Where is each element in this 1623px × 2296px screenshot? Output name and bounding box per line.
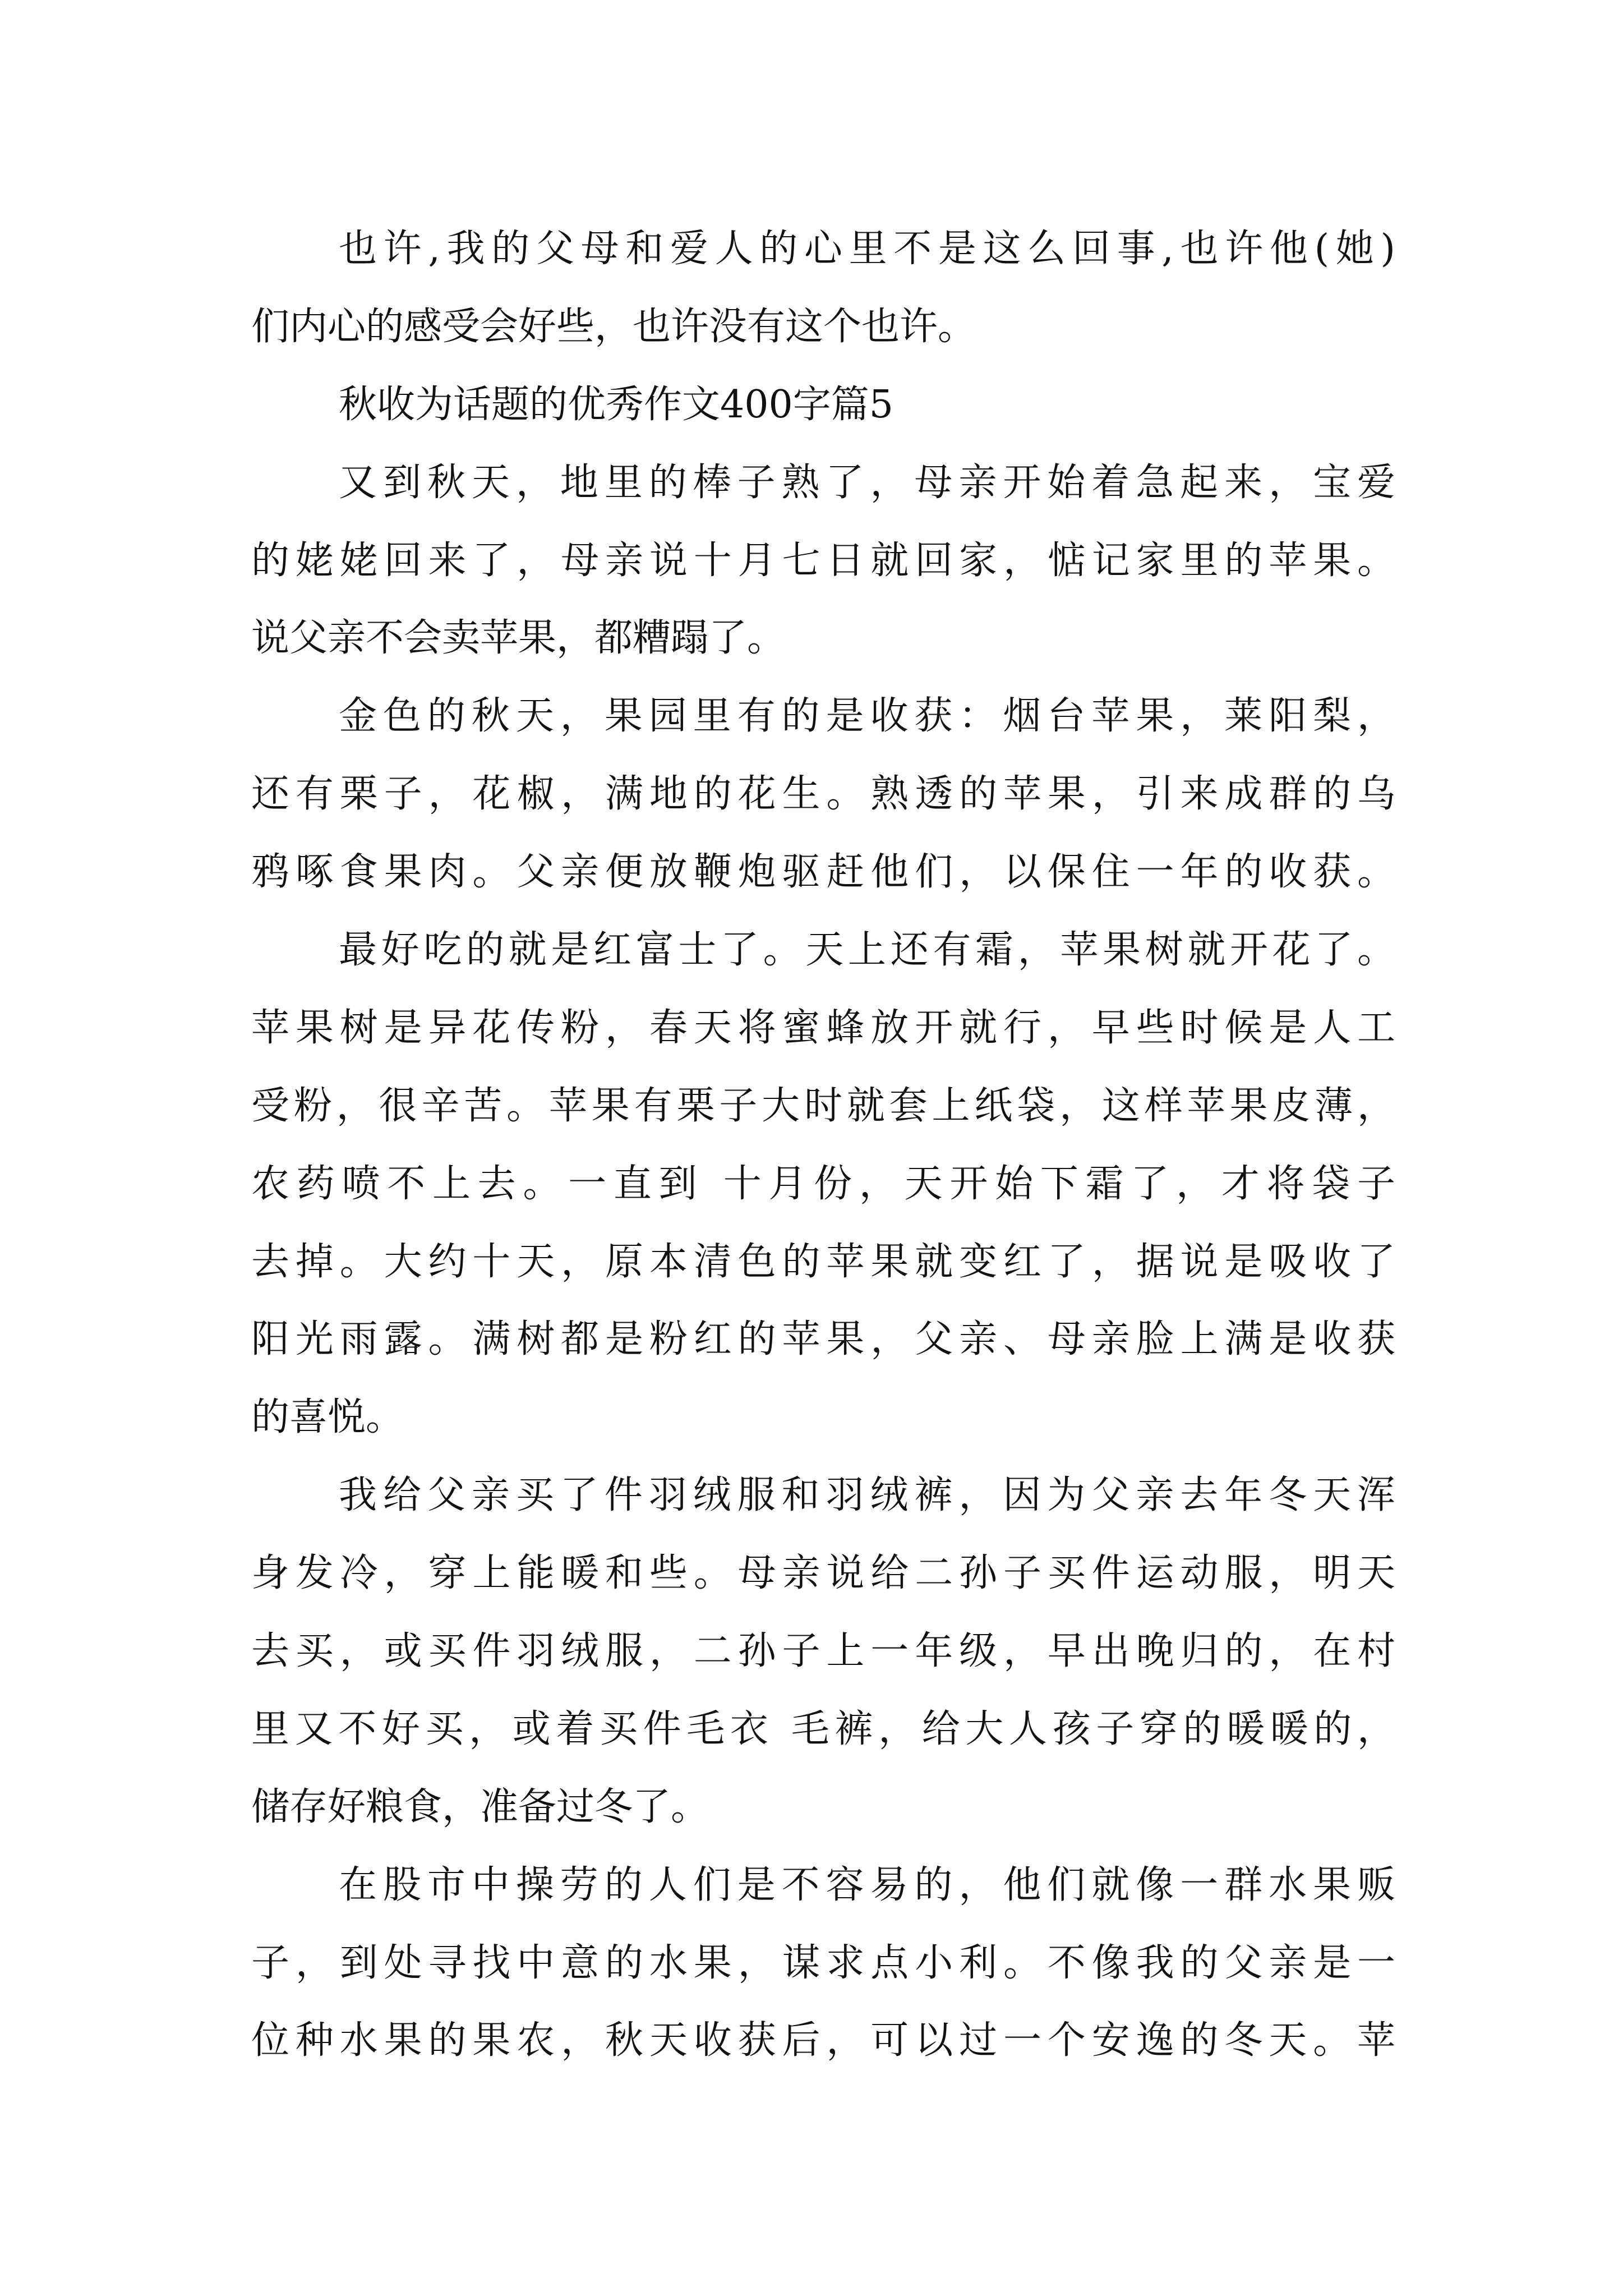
text-line: 苹果树是异花传粉，春天将蜜蜂放开就行，早些时候是人工 <box>251 1005 1395 1050</box>
text-line: 的姥姥回来了，母亲说十月七日就回家，惦记家里的苹果。 <box>251 538 1395 583</box>
text-line: 我给父亲买了件羽绒服和羽绒裤，因为父亲去年冬天浑 <box>339 1473 1395 1518</box>
text-line: 又到秋天，地里的棒子熟了，母亲开始着急起来，宝爱 <box>339 460 1395 505</box>
document-body <box>251 210 1395 2080</box>
text-line: 农药喷不上去。一直到 十月份，天开始下霜了，才将袋子 <box>251 1161 1395 1206</box>
text-line: 去买，或买件羽绒服，二孙子上一年级，早出晚归的，在村 <box>251 1629 1395 1674</box>
text-line: 也许,我的父母和爱人的心里不是这么回事,也许他(她) <box>339 227 1395 271</box>
text-line: 金色的秋天，果园里有的是收获：烟台苹果，莱阳梨， <box>339 694 1395 739</box>
text-line: 在股市中操劳的人们是不容易的，他们就像一群水果贩 <box>339 1862 1395 1907</box>
text-line: 说父亲不会卖苹果，都糟蹋了。 <box>251 616 786 661</box>
text-line: 的喜悦。 <box>251 1395 404 1440</box>
section-heading <box>251 366 1395 444</box>
paragraph <box>251 678 1395 912</box>
paragraph <box>251 210 1395 366</box>
paragraph <box>251 1847 1395 2081</box>
text-line: 最好吃的就是红富士了。天上还有霜，苹果树就开花了。 <box>339 928 1395 973</box>
text-line: 去掉。大约十天，原本清色的苹果就变红了，据说是吸收了 <box>251 1239 1395 1284</box>
text-line: 里又不好买，或着买件毛衣 毛裤，给大人孩子穿的暖暖的， <box>251 1706 1395 1751</box>
text-line: 秋收为话题的优秀作文400字篇5 <box>339 382 894 427</box>
text-line: 们内心的感受会好些，也许没有这个也许。 <box>251 304 976 349</box>
text-line: 身发冷，穿上能暖和些。母亲说给二孙子买件运动服，明天 <box>251 1551 1395 1596</box>
text-line: 位种水果的果农，秋天收获后，可以过一个安逸的冬天。苹 <box>251 2018 1395 2063</box>
paragraph <box>251 912 1395 1457</box>
text-line: 子，到处寻找中意的水果，谋求点小利。不像我的父亲是一 <box>251 1940 1395 1985</box>
paragraph <box>251 1457 1395 1846</box>
text-line: 受粉，很辛苦。苹果有栗子大时就套上纸袋，这样苹果皮薄， <box>251 1083 1395 1128</box>
text-line: 还有栗子，花椒，满地的花生。熟透的苹果，引来成群的乌 <box>251 772 1395 817</box>
text-line: 阳光雨露。满树都是粉红的苹果，父亲、母亲脸上满是收获 <box>251 1317 1395 1362</box>
text-line: 鸦啄食果肉。父亲便放鞭炮驱赶他们，以保住一年的收获。 <box>251 850 1395 895</box>
text-line: 储存好粮食，准备过冬了。 <box>251 1784 709 1829</box>
paragraph <box>251 444 1395 678</box>
